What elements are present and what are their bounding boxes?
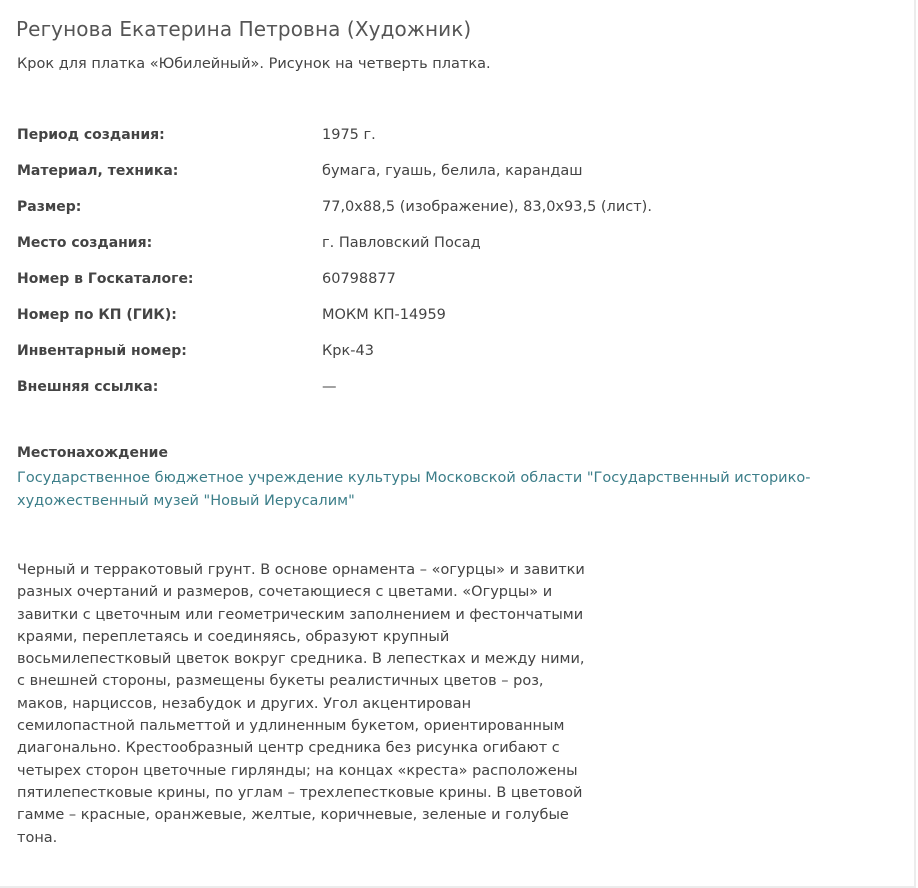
property-label: Материал, техника: bbox=[17, 163, 179, 179]
museum-link[interactable]: Государственное бюджетное учреждение культуры Московской области "Государственный историко-художественный музей "Новый Иерусалим" bbox=[17, 470, 811, 509]
property-label: Внешняя ссылка: bbox=[17, 379, 159, 395]
property-row-size bbox=[17, 189, 897, 225]
property-label: Период создания: bbox=[17, 127, 165, 143]
property-row-inventory bbox=[17, 333, 897, 369]
property-row-external-link bbox=[17, 369, 897, 405]
property-row-period bbox=[17, 117, 897, 153]
property-row-goscatalog bbox=[17, 261, 897, 297]
location-label: Местонахождение bbox=[17, 445, 168, 461]
property-value: 60798877 bbox=[322, 271, 396, 287]
description-text: Черный и терракотовый грунт. В основе орнамента – «огурцы» и завитки разных очертаний и размеров, сочетающиеся с цветами. «Огурцы» и завитки с цветочным или геометрическим заполнением и фестончатыми краями, переплетаясь и соединяясь, образуют крупный восьмилепестковый цветок вокруг средника. В лепестках и между ними, с внешней стороны, размещены букеты реалистичных цветов – роз, маков, нарциссов, незабудок и других. Угол акцентирован семилопастной пальметтой и удлиненным букетом, ориентированным диагонально. Крестообразный центр средника без рисунка огибают с четырех сторон цветочные гирлянды; на концах «креста» расположены пятилепестковые крины, по углам – трехлепестковые крины. В цветовой гамме – красные, оранжевые, желтые, коричневые, зеленые и голубые тона. bbox=[17, 562, 585, 846]
property-label: Размер: bbox=[17, 199, 82, 215]
property-value: МОКМ КП-14959 bbox=[322, 307, 446, 323]
property-row-place bbox=[17, 225, 897, 261]
property-label: Место создания: bbox=[17, 235, 153, 251]
location-section bbox=[17, 445, 887, 513]
page-title: Регунова Екатерина Петровна (Художник) bbox=[16, 17, 472, 41]
properties-table bbox=[17, 117, 897, 405]
property-label: Номер по КП (ГИК): bbox=[17, 307, 177, 323]
property-label: Номер в Госкаталоге: bbox=[17, 271, 194, 287]
property-row-kp-number bbox=[17, 297, 897, 333]
property-value: — bbox=[322, 379, 337, 395]
property-value: бумага, гуашь, белила, карандаш bbox=[322, 163, 583, 179]
property-row-material bbox=[17, 153, 897, 189]
property-label: Инвентарный номер: bbox=[17, 343, 187, 359]
property-value: 77,0х88,5 (изображение), 83,0х93,5 (лист). bbox=[322, 199, 652, 215]
property-value: г. Павловский Посад bbox=[322, 235, 481, 251]
page-subtitle: Крок для платка «Юбилейный». Рисунок на четверть платка. bbox=[17, 56, 491, 72]
property-value: Крк-43 bbox=[322, 343, 374, 359]
property-value: 1975 г. bbox=[322, 127, 376, 143]
